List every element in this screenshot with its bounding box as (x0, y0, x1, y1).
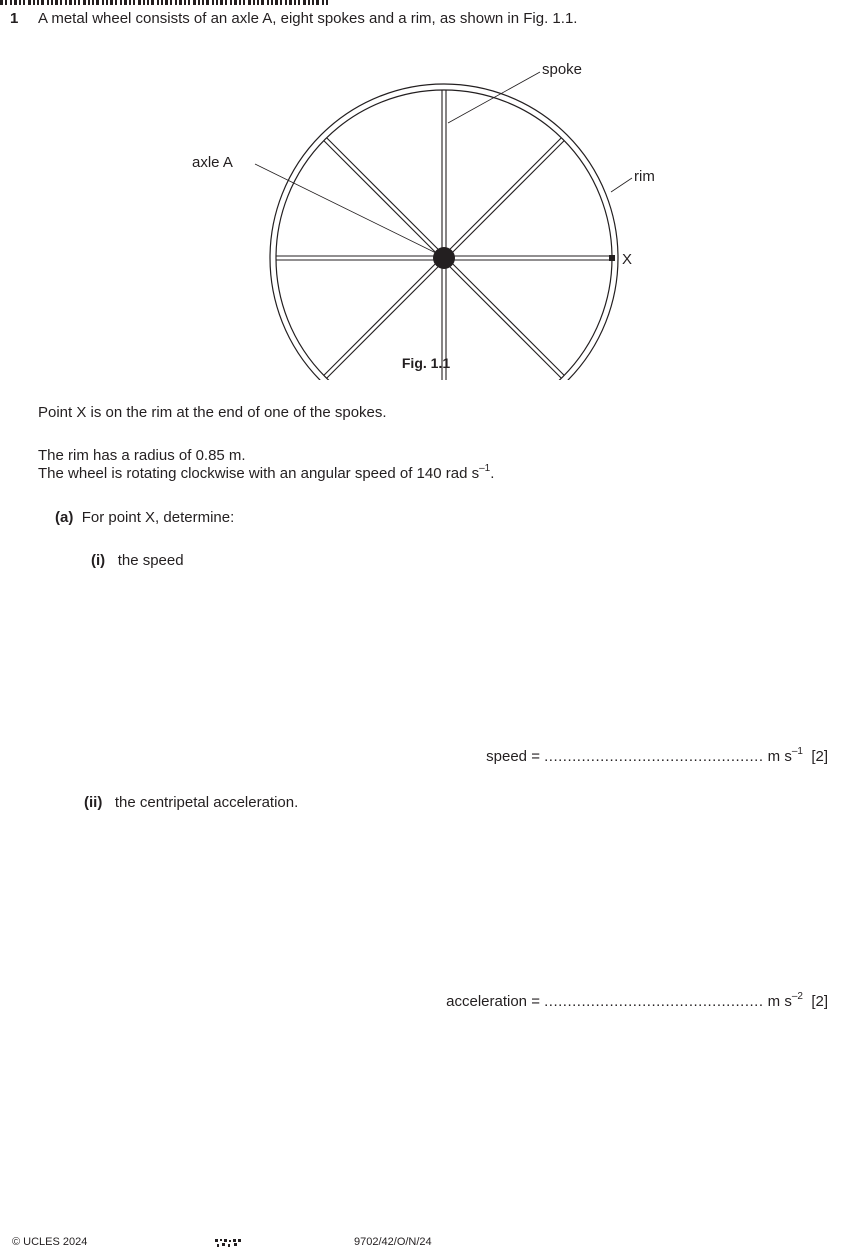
question-number: 1 (10, 10, 19, 27)
acceleration-answer-line (446, 993, 828, 1010)
speed-unit: m $s^{-1}$ (767, 746, 803, 765)
acceleration-answer-field[interactable]: ............................................... (544, 993, 764, 1010)
part-a (55, 509, 234, 526)
spoke-1 (454, 256, 612, 260)
footer-barcode-icon (214, 1238, 242, 1248)
figure-caption: Fig. 1.1 (401, 355, 451, 371)
point-x-marker (609, 255, 615, 261)
rotation-statement (38, 465, 494, 482)
spoke-8 (450, 138, 565, 253)
spoke-label: spoke (542, 61, 583, 78)
point-x-label: X (622, 251, 633, 268)
spoke-7 (442, 90, 446, 248)
rotation-text: The wheel is rotating clockwise with an angular speed of 140 rad s (38, 465, 480, 482)
axle-leader-line (255, 164, 438, 254)
acceleration-unit: m $s^{-2}$ (767, 991, 803, 1010)
footer-copyright: © UCLES 2024 (12, 1236, 88, 1248)
spoke-5 (276, 256, 434, 260)
spokes (276, 90, 612, 380)
radius-statement: The rim has a radius of 0.85 m. (38, 447, 246, 464)
rim-label: rim (634, 168, 655, 185)
axle-hub (433, 247, 455, 269)
footer-paper-code: 9702/42/O/N/24 (354, 1236, 432, 1248)
part-a-i (91, 552, 184, 569)
rotation-end: . (490, 465, 495, 482)
part-a-i-label: (i) (91, 552, 106, 569)
rim-leader-line (611, 178, 632, 192)
axle-label: axle A (192, 154, 233, 171)
speed-marks: [2] (811, 748, 828, 765)
part-a-ii-label: (ii) (84, 794, 103, 811)
part-a-text: For point X, determine: (81, 509, 235, 526)
acceleration-marks: [2] (811, 993, 828, 1010)
rotation-exponent: –1 (479, 463, 491, 474)
spoke-leader-line (448, 72, 540, 123)
part-a-i-text: the speed (117, 552, 184, 569)
wheel-figure (0, 0, 852, 380)
part-a-ii-text: the centripetal acceleration. (114, 794, 299, 811)
rim (270, 84, 618, 380)
question-intro: A metal wheel consists of an axle A, eight spokes and a rim, as shown in Fig. 1.1. (38, 10, 578, 27)
spoke-6 (324, 138, 439, 253)
speed-answer-field[interactable]: ............................................... (544, 748, 764, 765)
part-a-label: (a) (55, 509, 74, 526)
part-a-ii (84, 794, 298, 811)
point-x-description: Point X is on the rim at the end of one of the spokes. (38, 404, 387, 421)
speed-answer-prefix: speed = (486, 748, 545, 765)
acceleration-answer-prefix: acceleration = (446, 993, 545, 1010)
speed-answer-line (486, 748, 828, 765)
